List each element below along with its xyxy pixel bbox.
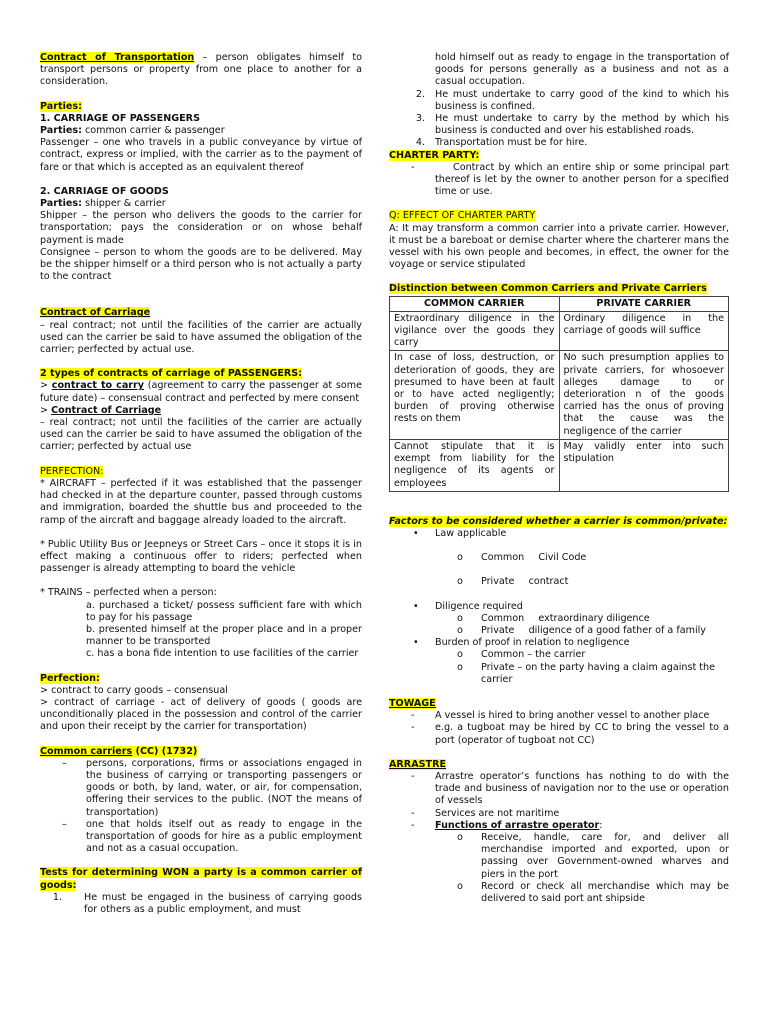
parties-value: shipper & carrier bbox=[81, 198, 166, 210]
table-header-private: PRIVATE CARRIER bbox=[559, 296, 729, 311]
towage-item-1: A vessel is hired to bring another vessel to another place bbox=[435, 710, 710, 722]
aircraft-paragraph: * AIRCRAFT – perfected if it was established that the passenger had checked in at the departure counter, passed through customs and immigration, boarded the shuttle bus and proceeded to the ramp of the aircraft and baggage already loaded to the aircraft. bbox=[40, 477, 362, 526]
arrastre-function-2: Record or check all merchandise which may be delivered to said port ant shipside bbox=[481, 880, 729, 904]
law-private-value: contract bbox=[525, 576, 569, 588]
law-common-line bbox=[481, 552, 586, 564]
list-item bbox=[389, 808, 729, 820]
list-marker: > bbox=[40, 404, 52, 416]
contract-to-carry-text: (agreement to carry the passenger at some future date) – consensual contract and perfected by mere consent bbox=[40, 380, 362, 404]
table-row bbox=[390, 311, 729, 351]
trains-item-a: a. purchased a ticket/ possess sufficient fare with which to pay for his passage bbox=[86, 599, 362, 623]
perfection2-line1: > contract to carry goods – consensual bbox=[40, 684, 228, 696]
list-item bbox=[40, 819, 362, 856]
circle-marker: o bbox=[457, 661, 463, 673]
circle-marker: o bbox=[457, 612, 463, 624]
list-item bbox=[389, 662, 729, 686]
effect-charter-answer: A: It may transform a common carrier into a private carrier. However, it must be a bareboat or demise charter where the charterer mans the vessel with his own people and becomes, in effect, the owner for the voyage or service stipulated bbox=[389, 222, 729, 271]
carriage-passengers-heading: 1. CARRIAGE OF PASSENGERS bbox=[40, 112, 200, 124]
list-item bbox=[389, 771, 729, 808]
tests-item-3: He must undertake to carry by the method by which his business is conducted and over his established roads. bbox=[435, 113, 729, 137]
cc-item-1: persons, corporations, firms or associations engaged in the business of carrying or transporting passengers or goods or both, by land, water, or air, for compensation, offering their services to the public. (NOT the means of transportation) bbox=[86, 757, 362, 818]
parties-value: common carrier & passenger bbox=[81, 125, 225, 137]
circle-marker: o bbox=[457, 624, 463, 636]
table-row bbox=[390, 439, 729, 491]
list-number: 4. bbox=[415, 137, 425, 149]
right-column bbox=[389, 52, 729, 905]
carriage-goods-heading: 2. CARRIAGE OF GOODS bbox=[40, 185, 169, 197]
list-item bbox=[389, 881, 729, 905]
diligence-required: Diligence required bbox=[435, 600, 523, 612]
table-cell: No such presumption applies to private carriers, for whosoever alleges damage to or deterioration n of the goods carried has the onus of proving that the cause was the negligence of the carrier bbox=[559, 351, 729, 439]
tests-item-1-continued: hold himself out as ready to engage in the transportation of goods for persons generally as a business and not as a casual occupation. bbox=[435, 52, 729, 88]
circle-marker: o bbox=[457, 576, 463, 588]
shipper-definition: Shipper – the person who delivers the goods to the carrier for transportation; pays the consideration or on whose behalf payment is made bbox=[40, 210, 362, 246]
contract-carriage-2-heading bbox=[40, 405, 362, 417]
list-item bbox=[389, 601, 729, 613]
two-types-heading: 2 types of contracts of carriage of PASSENGERS: bbox=[40, 368, 303, 380]
perfection-heading: PERFECTION: bbox=[40, 465, 104, 477]
list-item bbox=[389, 137, 729, 149]
common-carriers-heading: Common carriers bbox=[40, 745, 133, 757]
arrastre-function-1: Receive, handle, care for, and deliver all merchandise imported and exported, upon or passing over Government-owned wharves and piers in the port bbox=[481, 831, 729, 880]
passenger-definition: Passenger – one who travels in a public conveyance by virtue of contract, express or implied, with the carrier as to the payment of fare or that which is accepted as an equivalent thereof bbox=[40, 137, 362, 173]
common-carriers-heading-line bbox=[40, 746, 362, 758]
contract-transportation-title: Contract of Transportation bbox=[40, 52, 195, 63]
law-private-label: Private bbox=[481, 576, 515, 588]
arrastre-heading: ARRASTRE bbox=[389, 758, 447, 770]
left-column bbox=[40, 52, 362, 916]
contract-to-carry-title: contract to carry bbox=[51, 380, 145, 392]
arrastre-item-3: Functions of arrastre operator bbox=[435, 819, 600, 831]
towage-heading: TOWAGE bbox=[389, 697, 436, 709]
table-header-row bbox=[390, 296, 729, 311]
law-private-line bbox=[481, 576, 568, 588]
bullet-marker: • bbox=[413, 600, 419, 612]
circle-marker: o bbox=[457, 649, 463, 661]
dash-marker: - bbox=[411, 722, 415, 734]
dash-marker: - bbox=[411, 710, 415, 722]
table-header-common: COMMON CARRIER bbox=[390, 296, 560, 311]
tests-item-1: He must be engaged in the business of carrying goods for others as a public employment, and must bbox=[84, 891, 362, 915]
list-item bbox=[389, 649, 729, 661]
list-marker: > bbox=[40, 380, 52, 392]
list-item bbox=[389, 637, 729, 649]
tests-item-4: Transportation must be for hire. bbox=[435, 137, 588, 149]
cc-item-2: one that holds itself out as ready to engage in the transportation of goods for hire as a public employment and not as a casual occupation. bbox=[86, 818, 362, 855]
burden-common: Common – the carrier bbox=[481, 649, 586, 661]
common-carriers-suffix: (CC) (1732) bbox=[132, 745, 198, 757]
table-cell: Ordinary diligence in the carriage of goods will suffice bbox=[559, 311, 729, 351]
dash-marker: – bbox=[62, 757, 67, 769]
dil-private-value: diligence of a good father of a family bbox=[525, 624, 706, 636]
table-cell: Extraordinary diligence in the vigilance over the goods they carry bbox=[390, 311, 560, 351]
list-number: 2. bbox=[415, 88, 425, 100]
list-number: 1. bbox=[52, 891, 62, 903]
trains-paragraph: * TRAINS – perfected when a person: bbox=[40, 587, 217, 599]
list-item bbox=[40, 892, 362, 916]
parties-label: Parties: bbox=[40, 125, 82, 137]
bullet-marker: • bbox=[413, 637, 419, 649]
distinction-table bbox=[389, 296, 729, 492]
contract-transportation-paragraph bbox=[40, 52, 362, 89]
tests-item-2: He must undertake to carry good of the kind to which his business is confined. bbox=[435, 88, 729, 112]
towage-item-2: e.g. a tugboat may be hired by CC to bring the vessel to a port (operator of tugboat not CC) bbox=[435, 722, 729, 746]
dash-marker: - bbox=[411, 819, 415, 831]
dash-marker: - bbox=[411, 770, 415, 782]
list-item bbox=[389, 528, 729, 540]
list-item bbox=[389, 113, 729, 137]
circle-marker: o bbox=[457, 552, 463, 564]
trains-item-b: b. presented himself at the proper place and in a proper manner to be transported bbox=[86, 623, 362, 648]
list-item bbox=[389, 89, 729, 113]
arrastre-item-3-line bbox=[435, 820, 602, 832]
charter-party-heading: CHARTER PARTY: bbox=[389, 149, 480, 161]
list-item bbox=[389, 820, 729, 832]
list-item bbox=[389, 552, 729, 564]
law-common-label: Common bbox=[481, 552, 525, 564]
effect-charter-heading: Q: EFFECT OF CHARTER PARTY bbox=[389, 210, 536, 222]
list-item bbox=[389, 613, 729, 625]
contract-carriage-text: – real contract; not until the facilities of the carrier are actually used can the carrier be said to have assumed the obligation of the carrier; perfected by actual use. bbox=[40, 319, 362, 356]
contract-carriage-title: Contract of Carriage bbox=[40, 307, 151, 319]
bus-paragraph: * Public Utility Bus or Jeepneys or Street Cars – once it stops it is in effect making a continuous offer to riders; perfected when passenger is already attempting to board the vehicle bbox=[40, 538, 362, 575]
dil-private-label: Private bbox=[481, 624, 515, 636]
parties-passengers-line bbox=[40, 125, 362, 137]
table-cell: May validly enter into such stipulation bbox=[559, 439, 729, 491]
dil-common-value: extraordinary diligence bbox=[535, 612, 650, 624]
dash-marker: - bbox=[411, 161, 415, 173]
arrastre-item-2: Services are not maritime bbox=[435, 807, 560, 819]
parties-label: Parties: bbox=[40, 198, 82, 210]
bullet-marker: • bbox=[413, 527, 419, 539]
table-cell: Cannot stipulate that it is exempt from liability for the negligence of its agents or employees bbox=[390, 439, 560, 491]
distinction-heading: Distinction between Common Carriers and Private Carriers bbox=[389, 283, 707, 295]
burden-heading: Burden of proof in relation to negligence bbox=[435, 637, 630, 649]
list-number: 3. bbox=[415, 113, 425, 125]
list-item bbox=[389, 722, 729, 746]
perfection2-line2: > contract of carriage - act of delivery of goods ( goods are unconditionally placed in the possession and control of the carrier and upon their receipt by the carrier for transportation) bbox=[40, 696, 362, 733]
burden-private: Private – on the party having a claim against the carrier bbox=[481, 661, 716, 685]
dil-common-line bbox=[481, 613, 650, 625]
list-item bbox=[389, 162, 729, 199]
dash-marker: – bbox=[62, 818, 67, 830]
parties-goods-line bbox=[40, 198, 362, 210]
law-applicable: Law applicable bbox=[435, 527, 507, 539]
parties-heading: Parties: bbox=[40, 100, 82, 112]
contract-carriage-2-text: – real contract; not until the facilities of the carrier are actually used can the carrier be said to have assumed the obligation of the carrier; perfected by actual use bbox=[40, 417, 362, 453]
contract-carriage-2-title: Contract of Carriage bbox=[51, 404, 162, 416]
circle-marker: o bbox=[457, 880, 463, 892]
list-item bbox=[389, 710, 729, 722]
circle-marker: o bbox=[457, 831, 463, 843]
dil-private-line bbox=[481, 625, 706, 637]
contract-transportation-text: – person obligates himself to transport persons or property from one place to another for a consideration. bbox=[40, 52, 362, 88]
colon: : bbox=[599, 819, 603, 831]
dil-common-label: Common bbox=[481, 612, 525, 624]
dash-marker: - bbox=[411, 807, 415, 819]
list-item bbox=[389, 576, 729, 588]
charter-party-text: Contract by which an entire ship or some principal part thereof is let by the owner to another person for a specified time or use. bbox=[435, 161, 729, 198]
table-row bbox=[390, 351, 729, 439]
list-item bbox=[389, 832, 729, 881]
law-common-value: Civil Code bbox=[535, 552, 587, 564]
table-cell: In case of loss, destruction, or deterioration of goods, they are presumed to have been at fault or to have acted negligently; burden of proving otherwise rests on them bbox=[390, 351, 560, 439]
factors-heading: Factors to be considered whether a carrier is common/private: bbox=[389, 515, 728, 527]
tests-heading: Tests for determining WON a party is a common carrier of goods: bbox=[40, 867, 362, 891]
trains-item-c: c. has a bona fide intention to use facilities of the carrier bbox=[86, 648, 359, 660]
consignee-definition: Consignee – person to whom the goods are to be delivered. May be the shipper himself or a third person who is not actually a party to the contract bbox=[40, 246, 362, 283]
perfection2-heading: Perfection: bbox=[40, 672, 100, 684]
arrastre-item-1: Arrastre operator’s functions has nothing to do with the trade and business of navigation nor to the use or operation of vessels bbox=[435, 770, 729, 807]
contract-to-carry-paragraph bbox=[40, 380, 362, 404]
list-item bbox=[389, 625, 729, 637]
list-item bbox=[40, 758, 362, 819]
